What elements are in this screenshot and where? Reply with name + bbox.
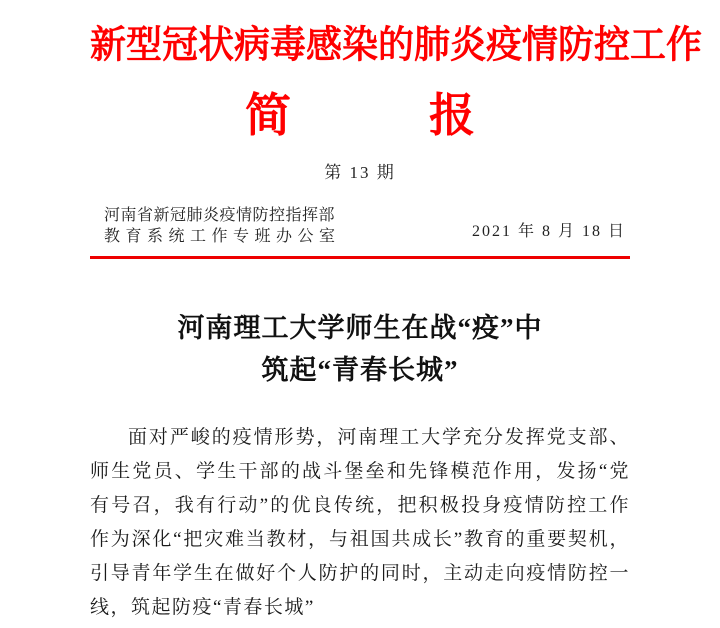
document-page (0, 20, 720, 628)
issue-number: 第 13 期 (324, 163, 396, 182)
article-title-line2: 筑起“青春长城” (261, 355, 459, 385)
bulletin-char-second: 报 (429, 90, 475, 141)
issuing-org-line1: 河南省新冠肺炎疫情防控指挥部 (104, 207, 336, 224)
issuing-org-line2: 教育系统工作专班办公室 (104, 228, 341, 245)
article-body-paragraph: 面对严峻的疫情形势，河南理工大学充分发挥党支部、师生党员、学生干部的战斗堡垒和先锋模范作用，发扬“党有号召，我有行动”的优良传统，把积极投身疫情防控工作作为深化“把灾难当教材，与祖国共成长”教育的重要契机，引导青年学生在做好个人防护的同时，主动走向疫情防控一线，筑起防疫“青春长城” (90, 427, 630, 618)
issuing-org (90, 205, 341, 247)
article-title-line1: 河南理工大学师生在战“疫”中 (177, 313, 543, 343)
bulletin-char-first: 简 (245, 90, 291, 141)
red-divider-line (90, 256, 630, 259)
bulletin-name (90, 92, 630, 140)
masthead-main-title: 新型冠状病毒感染的肺炎疫情防控工作 (90, 24, 703, 67)
issue-date: 2021 年 8 月 18 日 (471, 223, 626, 240)
article-title (90, 307, 630, 391)
masthead-row (90, 205, 630, 247)
